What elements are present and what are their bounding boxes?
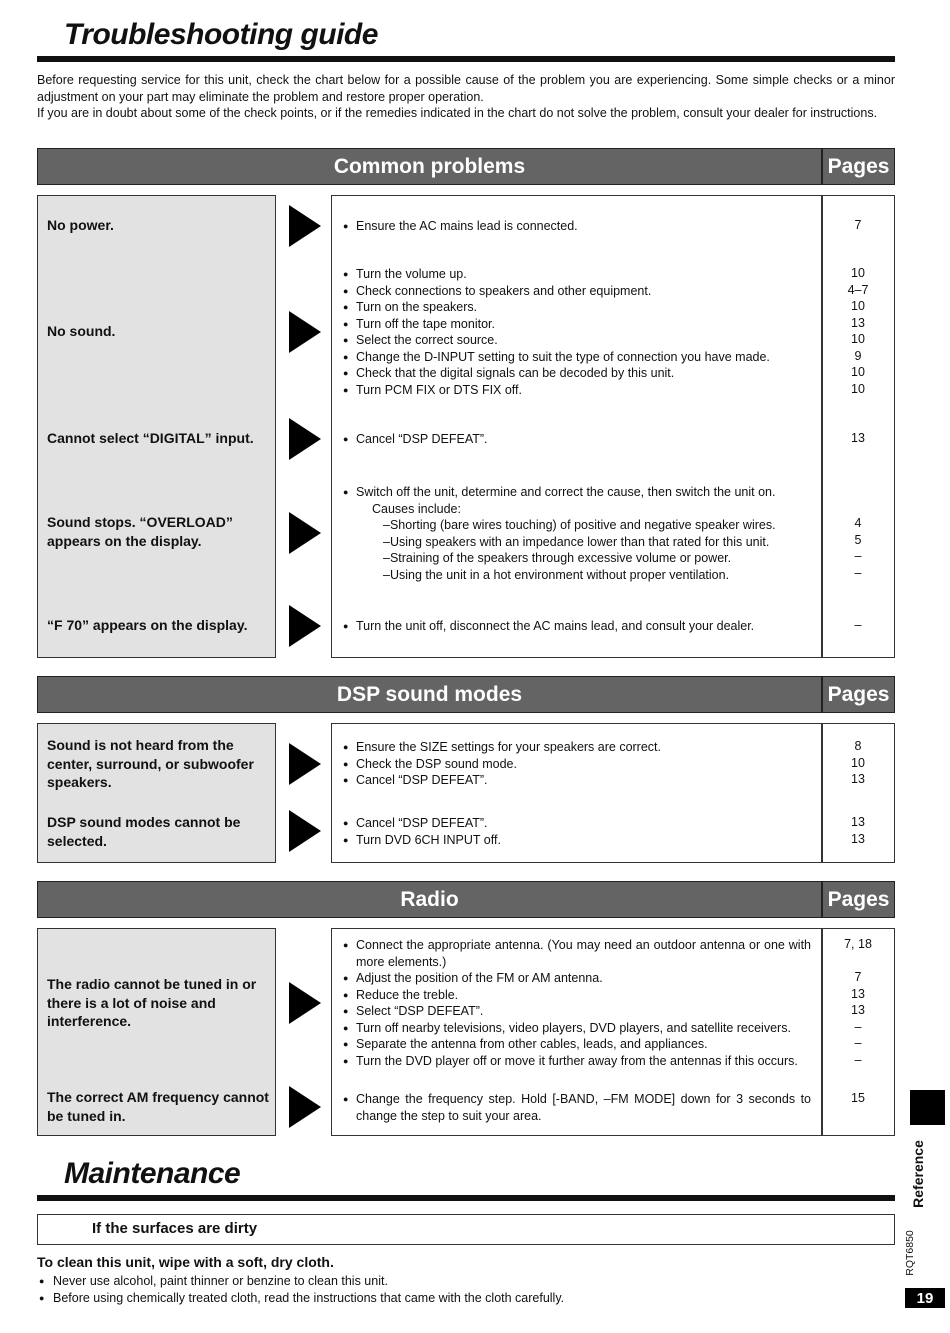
remedy-item: ● Change the D-INPUT setting to suit the type of connection you have made. [343,349,811,366]
page-ref: – [854,1036,862,1050]
remedy-list [343,484,811,583]
section-header-common: Common problems [37,148,822,185]
remedy-item: ● Check that the digital signals can be decoded by this unit. [343,365,811,382]
arrow-icon [289,418,321,460]
page-ref-list [822,814,894,847]
page-ref-list [822,738,894,788]
page-number: 19 [905,1288,945,1308]
model-code: RQT6850 [904,1229,916,1276]
problem-text: “F 70” appears on the display. [47,617,248,633]
remedy-item: ● Select the correct source. [343,332,811,349]
remedies-panel [331,195,822,658]
page-ref-list [822,515,894,581]
remedy-item: ● Turn PCM FIX or DTS FIX off. [343,382,811,399]
page-ref-list [822,1090,894,1107]
maintenance-box-title: If the surfaces are dirty [92,1220,258,1237]
remedy-item: ● Turn on the speakers. [343,299,811,316]
remedy-item: ● Cancel “DSP DEFEAT”. [343,431,811,448]
remedy-list [343,218,811,235]
page-ref: 10 [851,299,865,313]
maintenance-bullets [37,1273,867,1307]
arrow-icon [289,982,321,1024]
page-ref-list [822,265,894,397]
maintenance-rule [37,1195,895,1201]
page-ref: – [854,618,862,632]
remedy-item: ● Turn off nearby televisions, video players, DVD players, and satellite receivers. [343,1020,811,1037]
problem-text: Cannot select “DIGITAL” input. [47,430,254,446]
arrow-icon [289,205,321,247]
arrow-icon [289,605,321,647]
remedy-list [343,1091,811,1124]
remedy-item: ● Select “DSP DEFEAT”. [343,1003,811,1020]
cause-item: –Straining of the speakers through excessive volume or power. [383,551,732,565]
remedy-item: ● Change the frequency step. Hold [-BAND, –FM MODE] down for 3 seconds to change the step to suit your area. [343,1091,811,1124]
remedy-list [343,618,811,635]
page-ref: 4 [854,516,862,530]
page-ref: 7, 18 [844,937,872,951]
causes-label: Causes include: [372,501,461,516]
remedy-list [343,739,811,789]
intro-paragraph: If you are in doubt about some of the check points, or if the remedies indicated in the chart do not solve the problem, consult your dealer for instructions. [37,106,878,120]
cause-item: –Using the unit in a hot environment without proper ventilation. [383,567,730,582]
remedy-item: ● Switch off the unit, determine and correct the cause, then switch the unit on. [343,484,811,501]
remedy-item: ● Turn the volume up. [343,266,811,283]
page-ref: 8 [854,739,862,753]
remedy-item: ● Separate the antenna from other cables, leads, and appliances. [343,1036,811,1053]
page-ref: 9 [854,348,862,363]
problem-text: No sound. [47,323,116,339]
page-ref: 10 [851,365,865,379]
page-title: Troubleshooting guide [64,18,378,51]
pages-header: Pages [822,881,895,918]
page-ref-list [822,617,894,634]
remedy-item: ● Cancel “DSP DEFEAT”. [343,772,811,789]
page-ref: 13 [851,986,865,1001]
remedy-item: ● Ensure the AC mains lead is connected. [343,218,811,235]
page-ref: 5 [854,532,862,547]
page-ref: 13 [851,315,865,330]
maintenance-instruction: To clean this unit, wipe with a soft, dry cloth. [37,1254,334,1270]
page-ref: 10 [851,755,865,770]
maintenance-bullet: ● Never use alcohol, paint thinner or benzine to clean this unit. [37,1273,867,1290]
page-ref: 13 [851,831,865,846]
remedy-item: ● Check connections to speakers and other equipment. [343,283,811,300]
page-ref: 15 [851,1091,865,1105]
model-code-container [900,1225,920,1280]
page-ref: – [854,1019,862,1034]
problem-text: No power. [47,217,114,233]
remedy-list [343,266,811,398]
problem-text: Sound is not heard from the center, surround, or subwoofer speakers. [47,737,254,790]
remedy-item: ● Check the DSP sound mode. [343,756,811,773]
intro-text [37,72,895,122]
arrow-icon [289,311,321,353]
reference-label: Reference [910,1140,926,1208]
problem-text: The correct AM frequency cannot be tuned in. [47,1089,269,1124]
page-ref: – [854,1052,862,1067]
remedy-item: ● Adjust the position of the FM or AM antenna. [343,970,811,987]
page-ref: 7 [854,218,862,232]
page-ref-list [822,430,894,447]
maintenance-bullet: ● Before using chemically treated cloth, read the instructions that came with the cloth carefully. [37,1290,867,1307]
page-ref-list [822,217,894,234]
section-header-dsp: DSP sound modes [37,676,822,713]
page-ref: 10 [851,266,865,280]
remedy-item: ● Turn the DVD player off or move it further away from the antennas if this occurs. [343,1053,811,1070]
page-ref: 13 [851,1003,865,1017]
pages-header: Pages [822,676,895,713]
remedy-item: ● Turn off the tape monitor. [343,316,811,333]
page-ref: 13 [851,772,865,786]
page-ref: 13 [851,431,865,445]
remedy-item: ● Ensure the SIZE settings for your speakers are correct. [343,739,811,756]
arrow-icon [289,743,321,785]
page-ref: 10 [851,332,865,346]
remedy-item: ● Turn DVD 6CH INPUT off. [343,832,811,849]
page-ref [822,953,894,970]
remedy-list [343,937,811,1069]
page-ref: – [854,565,862,580]
reference-tab-marker [910,1090,945,1125]
cause-item: –Using speakers with an impedance lower than that rated for this unit. [383,534,770,549]
page-ref: 13 [851,815,865,829]
remedy-item: ● Cancel “DSP DEFEAT”. [343,815,811,832]
arrow-icon [289,810,321,852]
page-ref-list [822,936,894,1068]
arrow-icon [289,1086,321,1128]
cause-item: –Shorting (bare wires touching) of positive and negative speaker wires. [383,518,776,532]
problem-text: The radio cannot be tuned in or there is a lot of noise and interference. [47,976,257,1029]
problem-text: DSP sound modes cannot be selected. [47,814,241,849]
remedy-item: ● Reduce the treble. [343,987,811,1004]
reference-tab [905,1130,931,1218]
intro-paragraph: Before requesting service for this unit, check the chart below for a possible cause of the problem you are experiencing. Some simple checks or a minor adjustment on your part may eliminate the problem and restore proper operation. [37,73,895,104]
remedy-item: ● Connect the appropriate antenna. (You may need an outdoor antenna or one with more elements.) [343,937,811,970]
page-ref: 4–7 [847,282,869,297]
title-rule [37,56,895,62]
remedy-item: ● Turn the unit off, disconnect the AC mains lead, and consult your dealer. [343,618,811,635]
page-ref: 10 [851,381,865,396]
problems-panel [37,195,276,658]
pages-header: Pages [822,148,895,185]
remedy-list [343,431,811,448]
problem-text: Sound stops. “OVERLOAD” appears on the display. [47,514,233,549]
maintenance-title: Maintenance [64,1157,241,1190]
page-ref: – [854,549,862,563]
remedy-list [343,815,811,848]
section-header-radio: Radio [37,881,822,918]
arrow-icon [289,512,321,554]
page-ref: 7 [854,970,862,984]
